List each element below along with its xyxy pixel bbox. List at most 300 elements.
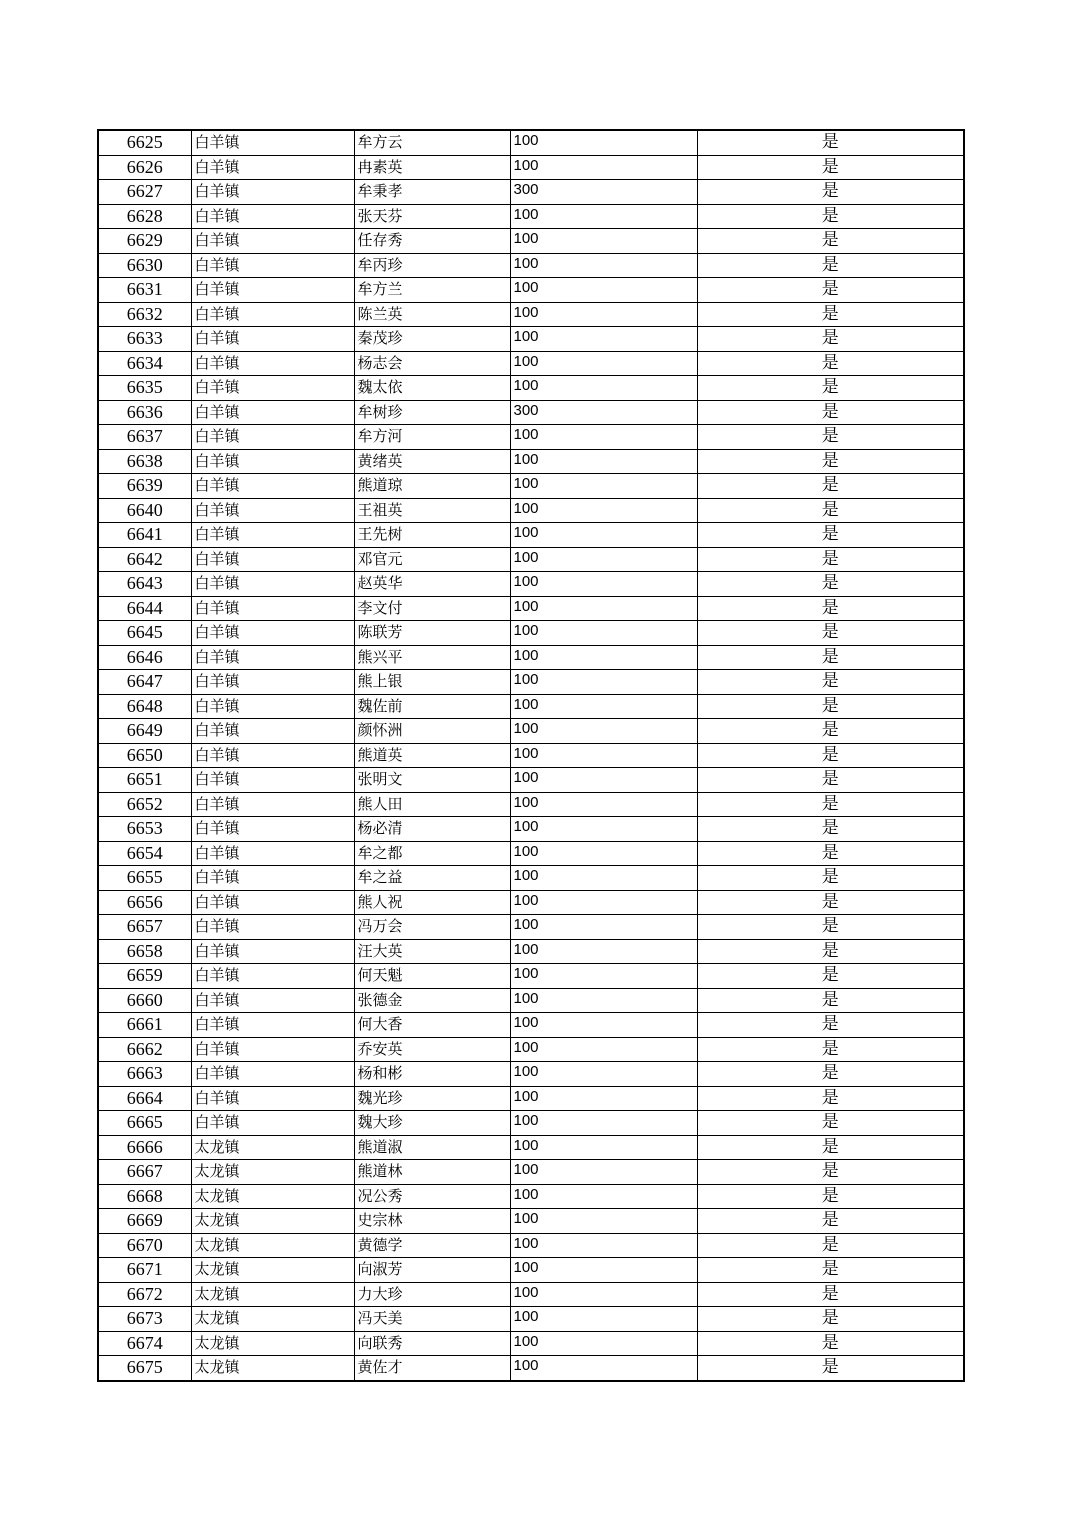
status-cell: 是 — [697, 302, 964, 327]
amount-cell: 100 — [510, 964, 697, 989]
town-cell: 白羊镇 — [191, 964, 354, 989]
town-cell: 白羊镇 — [191, 327, 354, 352]
town-cell: 白羊镇 — [191, 425, 354, 450]
status-cell: 是 — [697, 792, 964, 817]
row-number-cell: 6627 — [98, 180, 191, 205]
row-number-cell: 6638 — [98, 449, 191, 474]
status-cell: 是 — [697, 1209, 964, 1234]
amount-cell: 100 — [510, 1086, 697, 1111]
town-cell: 白羊镇 — [191, 1062, 354, 1087]
row-number-cell: 6635 — [98, 376, 191, 401]
table-row — [98, 302, 964, 327]
row-number-cell: 6658 — [98, 939, 191, 964]
table-row — [98, 400, 964, 425]
row-number-cell: 6672 — [98, 1282, 191, 1307]
amount-cell: 100 — [510, 1062, 697, 1087]
town-cell: 白羊镇 — [191, 768, 354, 793]
table-row — [98, 351, 964, 376]
status-cell: 是 — [697, 1062, 964, 1087]
town-cell: 太龙镇 — [191, 1258, 354, 1283]
amount-cell: 100 — [510, 768, 697, 793]
person-name-cell: 黄德学 — [354, 1233, 510, 1258]
status-cell: 是 — [697, 180, 964, 205]
person-name-cell: 熊道英 — [354, 743, 510, 768]
amount-cell: 100 — [510, 204, 697, 229]
town-cell: 白羊镇 — [191, 866, 354, 891]
status-cell: 是 — [697, 229, 964, 254]
amount-cell: 100 — [510, 866, 697, 891]
table-row — [98, 743, 964, 768]
row-number-cell: 6637 — [98, 425, 191, 450]
table-row — [98, 670, 964, 695]
table-row — [98, 719, 964, 744]
row-number-cell: 6645 — [98, 621, 191, 646]
row-number-cell: 6631 — [98, 278, 191, 303]
row-number-cell: 6656 — [98, 890, 191, 915]
table-row — [98, 1331, 964, 1356]
row-number-cell: 6653 — [98, 817, 191, 842]
status-cell: 是 — [697, 645, 964, 670]
row-number-cell: 6662 — [98, 1037, 191, 1062]
row-number-cell: 6665 — [98, 1111, 191, 1136]
person-name-cell: 张德金 — [354, 988, 510, 1013]
table-row — [98, 425, 964, 450]
person-name-cell: 牟之益 — [354, 866, 510, 891]
row-number-cell: 6634 — [98, 351, 191, 376]
town-cell: 白羊镇 — [191, 1086, 354, 1111]
town-cell: 白羊镇 — [191, 890, 354, 915]
amount-cell: 100 — [510, 449, 697, 474]
table-row — [98, 327, 964, 352]
status-cell: 是 — [697, 743, 964, 768]
status-cell: 是 — [697, 670, 964, 695]
row-number-cell: 6671 — [98, 1258, 191, 1283]
town-cell: 白羊镇 — [191, 180, 354, 205]
person-name-cell: 赵英华 — [354, 572, 510, 597]
status-cell: 是 — [697, 498, 964, 523]
data-table — [97, 129, 965, 1382]
amount-cell: 100 — [510, 376, 697, 401]
status-cell: 是 — [697, 278, 964, 303]
town-cell: 白羊镇 — [191, 474, 354, 499]
town-cell: 白羊镇 — [191, 645, 354, 670]
table-row — [98, 1356, 964, 1381]
row-number-cell: 6636 — [98, 400, 191, 425]
table-row — [98, 253, 964, 278]
person-name-cell: 张明文 — [354, 768, 510, 793]
town-cell: 白羊镇 — [191, 155, 354, 180]
person-name-cell: 牟丙珍 — [354, 253, 510, 278]
amount-cell: 100 — [510, 498, 697, 523]
person-name-cell: 冉素英 — [354, 155, 510, 180]
table-row — [98, 964, 964, 989]
town-cell: 白羊镇 — [191, 229, 354, 254]
status-cell: 是 — [697, 964, 964, 989]
status-cell: 是 — [697, 1258, 964, 1283]
amount-cell: 100 — [510, 253, 697, 278]
town-cell: 太龙镇 — [191, 1282, 354, 1307]
row-number-cell: 6651 — [98, 768, 191, 793]
town-cell: 白羊镇 — [191, 694, 354, 719]
status-cell: 是 — [697, 1331, 964, 1356]
amount-cell: 100 — [510, 1160, 697, 1185]
amount-cell: 100 — [510, 155, 697, 180]
person-name-cell: 李文付 — [354, 596, 510, 621]
town-cell: 白羊镇 — [191, 130, 354, 155]
status-cell: 是 — [697, 939, 964, 964]
amount-cell: 100 — [510, 694, 697, 719]
status-cell: 是 — [697, 890, 964, 915]
row-number-cell: 6675 — [98, 1356, 191, 1381]
amount-cell: 100 — [510, 278, 697, 303]
status-cell: 是 — [697, 351, 964, 376]
row-number-cell: 6663 — [98, 1062, 191, 1087]
row-number-cell: 6632 — [98, 302, 191, 327]
status-cell: 是 — [697, 1160, 964, 1185]
table-row — [98, 1282, 964, 1307]
amount-cell: 100 — [510, 890, 697, 915]
town-cell: 太龙镇 — [191, 1135, 354, 1160]
table-row — [98, 498, 964, 523]
person-name-cell: 牟树珍 — [354, 400, 510, 425]
row-number-cell: 6639 — [98, 474, 191, 499]
table-row — [98, 1233, 964, 1258]
table-row — [98, 596, 964, 621]
status-cell: 是 — [697, 474, 964, 499]
person-name-cell: 牟秉孝 — [354, 180, 510, 205]
table-row — [98, 1037, 964, 1062]
person-name-cell: 陈兰英 — [354, 302, 510, 327]
amount-cell: 100 — [510, 1233, 697, 1258]
status-cell: 是 — [697, 1013, 964, 1038]
amount-cell: 100 — [510, 1135, 697, 1160]
person-name-cell: 向联秀 — [354, 1331, 510, 1356]
table-row — [98, 792, 964, 817]
amount-cell: 100 — [510, 743, 697, 768]
amount-cell: 300 — [510, 400, 697, 425]
town-cell: 白羊镇 — [191, 1037, 354, 1062]
status-cell: 是 — [697, 253, 964, 278]
amount-cell: 100 — [510, 523, 697, 548]
amount-cell: 100 — [510, 425, 697, 450]
table-row — [98, 1013, 964, 1038]
status-cell: 是 — [697, 1111, 964, 1136]
table-row — [98, 768, 964, 793]
town-cell: 白羊镇 — [191, 400, 354, 425]
person-name-cell: 汪大英 — [354, 939, 510, 964]
row-number-cell: 6673 — [98, 1307, 191, 1332]
person-name-cell: 何大香 — [354, 1013, 510, 1038]
town-cell: 白羊镇 — [191, 670, 354, 695]
row-number-cell: 6643 — [98, 572, 191, 597]
town-cell: 太龙镇 — [191, 1307, 354, 1332]
person-name-cell: 史宗林 — [354, 1209, 510, 1234]
person-name-cell: 力大珍 — [354, 1282, 510, 1307]
town-cell: 白羊镇 — [191, 204, 354, 229]
row-number-cell: 6670 — [98, 1233, 191, 1258]
amount-cell: 100 — [510, 939, 697, 964]
amount-cell: 100 — [510, 302, 697, 327]
status-cell: 是 — [697, 130, 964, 155]
status-cell: 是 — [697, 596, 964, 621]
table-row — [98, 890, 964, 915]
row-number-cell: 6652 — [98, 792, 191, 817]
amount-cell: 100 — [510, 1307, 697, 1332]
amount-cell: 100 — [510, 719, 697, 744]
person-name-cell: 颜怀洲 — [354, 719, 510, 744]
table-row — [98, 449, 964, 474]
table-row — [98, 1209, 964, 1234]
table-row — [98, 915, 964, 940]
status-cell: 是 — [697, 1037, 964, 1062]
status-cell: 是 — [697, 866, 964, 891]
person-name-cell: 黄佐才 — [354, 1356, 510, 1381]
person-name-cell: 陈联芳 — [354, 621, 510, 646]
table-row — [98, 841, 964, 866]
status-cell: 是 — [697, 988, 964, 1013]
person-name-cell: 熊道琼 — [354, 474, 510, 499]
person-name-cell: 牟之都 — [354, 841, 510, 866]
town-cell: 太龙镇 — [191, 1233, 354, 1258]
table-row — [98, 376, 964, 401]
table-row — [98, 547, 964, 572]
status-cell: 是 — [697, 449, 964, 474]
row-number-cell: 6644 — [98, 596, 191, 621]
table-row — [98, 939, 964, 964]
town-cell: 太龙镇 — [191, 1209, 354, 1234]
person-name-cell: 牟方兰 — [354, 278, 510, 303]
town-cell: 白羊镇 — [191, 1111, 354, 1136]
town-cell: 太龙镇 — [191, 1160, 354, 1185]
amount-cell: 100 — [510, 327, 697, 352]
amount-cell: 100 — [510, 1331, 697, 1356]
amount-cell: 100 — [510, 645, 697, 670]
town-cell: 白羊镇 — [191, 817, 354, 842]
row-number-cell: 6628 — [98, 204, 191, 229]
town-cell: 白羊镇 — [191, 621, 354, 646]
row-number-cell: 6654 — [98, 841, 191, 866]
amount-cell: 100 — [510, 1037, 697, 1062]
row-number-cell: 6642 — [98, 547, 191, 572]
table-row — [98, 621, 964, 646]
person-name-cell: 向淑芳 — [354, 1258, 510, 1283]
status-cell: 是 — [697, 327, 964, 352]
status-cell: 是 — [697, 155, 964, 180]
status-cell: 是 — [697, 1356, 964, 1381]
amount-cell: 100 — [510, 572, 697, 597]
town-cell: 白羊镇 — [191, 498, 354, 523]
table-row — [98, 130, 964, 155]
status-cell: 是 — [697, 1282, 964, 1307]
person-name-cell: 冯天美 — [354, 1307, 510, 1332]
row-number-cell: 6648 — [98, 694, 191, 719]
town-cell: 白羊镇 — [191, 547, 354, 572]
row-number-cell: 6667 — [98, 1160, 191, 1185]
person-name-cell: 何天魁 — [354, 964, 510, 989]
amount-cell: 100 — [510, 1184, 697, 1209]
person-name-cell: 王先树 — [354, 523, 510, 548]
town-cell: 白羊镇 — [191, 939, 354, 964]
row-number-cell: 6647 — [98, 670, 191, 695]
town-cell: 白羊镇 — [191, 278, 354, 303]
table-row — [98, 180, 964, 205]
table-row — [98, 1135, 964, 1160]
town-cell: 白羊镇 — [191, 302, 354, 327]
table-row — [98, 694, 964, 719]
person-name-cell: 杨和彬 — [354, 1062, 510, 1087]
table-row — [98, 229, 964, 254]
person-name-cell: 熊人田 — [354, 792, 510, 817]
amount-cell: 100 — [510, 915, 697, 940]
row-number-cell: 6669 — [98, 1209, 191, 1234]
row-number-cell: 6668 — [98, 1184, 191, 1209]
status-cell: 是 — [697, 841, 964, 866]
row-number-cell: 6666 — [98, 1135, 191, 1160]
row-number-cell: 6674 — [98, 1331, 191, 1356]
row-number-cell: 6641 — [98, 523, 191, 548]
row-number-cell: 6646 — [98, 645, 191, 670]
amount-cell: 100 — [510, 1111, 697, 1136]
status-cell: 是 — [697, 1135, 964, 1160]
town-cell: 白羊镇 — [191, 988, 354, 1013]
amount-cell: 100 — [510, 621, 697, 646]
status-cell: 是 — [697, 523, 964, 548]
row-number-cell: 6655 — [98, 866, 191, 891]
person-name-cell: 杨必清 — [354, 817, 510, 842]
status-cell: 是 — [697, 572, 964, 597]
table-body — [98, 130, 964, 1381]
person-name-cell: 任存秀 — [354, 229, 510, 254]
amount-cell: 100 — [510, 841, 697, 866]
row-number-cell: 6633 — [98, 327, 191, 352]
person-name-cell: 熊人祝 — [354, 890, 510, 915]
person-name-cell: 魏太依 — [354, 376, 510, 401]
town-cell: 白羊镇 — [191, 743, 354, 768]
status-cell: 是 — [697, 547, 964, 572]
town-cell: 白羊镇 — [191, 915, 354, 940]
person-name-cell: 杨志会 — [354, 351, 510, 376]
table-row — [98, 474, 964, 499]
town-cell: 太龙镇 — [191, 1184, 354, 1209]
status-cell: 是 — [697, 400, 964, 425]
person-name-cell: 熊道林 — [354, 1160, 510, 1185]
status-cell: 是 — [697, 1086, 964, 1111]
row-number-cell: 6650 — [98, 743, 191, 768]
table-row — [98, 1258, 964, 1283]
row-number-cell: 6629 — [98, 229, 191, 254]
row-number-cell: 6630 — [98, 253, 191, 278]
status-cell: 是 — [697, 719, 964, 744]
amount-cell: 100 — [510, 1258, 697, 1283]
amount-cell: 100 — [510, 474, 697, 499]
table-row — [98, 523, 964, 548]
town-cell: 白羊镇 — [191, 376, 354, 401]
town-cell: 白羊镇 — [191, 792, 354, 817]
table-row — [98, 817, 964, 842]
status-cell: 是 — [697, 376, 964, 401]
row-number-cell: 6640 — [98, 498, 191, 523]
row-number-cell: 6626 — [98, 155, 191, 180]
amount-cell: 100 — [510, 792, 697, 817]
amount-cell: 100 — [510, 817, 697, 842]
town-cell: 白羊镇 — [191, 719, 354, 744]
town-cell: 白羊镇 — [191, 596, 354, 621]
amount-cell: 100 — [510, 1013, 697, 1038]
table-row — [98, 1160, 964, 1185]
town-cell: 太龙镇 — [191, 1356, 354, 1381]
status-cell: 是 — [697, 1184, 964, 1209]
person-name-cell: 魏佐前 — [354, 694, 510, 719]
amount-cell: 100 — [510, 1356, 697, 1381]
table-row — [98, 645, 964, 670]
amount-cell: 100 — [510, 130, 697, 155]
table-row — [98, 278, 964, 303]
town-cell: 太龙镇 — [191, 1331, 354, 1356]
person-name-cell: 牟方云 — [354, 130, 510, 155]
amount-cell: 100 — [510, 229, 697, 254]
status-cell: 是 — [697, 204, 964, 229]
town-cell: 白羊镇 — [191, 253, 354, 278]
town-cell: 白羊镇 — [191, 841, 354, 866]
row-number-cell: 6659 — [98, 964, 191, 989]
status-cell: 是 — [697, 621, 964, 646]
row-number-cell: 6664 — [98, 1086, 191, 1111]
status-cell: 是 — [697, 1233, 964, 1258]
town-cell: 白羊镇 — [191, 449, 354, 474]
status-cell: 是 — [697, 817, 964, 842]
town-cell: 白羊镇 — [191, 1013, 354, 1038]
person-name-cell: 牟方河 — [354, 425, 510, 450]
amount-cell: 100 — [510, 351, 697, 376]
table-row — [98, 1062, 964, 1087]
row-number-cell: 6649 — [98, 719, 191, 744]
row-number-cell: 6660 — [98, 988, 191, 1013]
table-row — [98, 572, 964, 597]
status-cell: 是 — [697, 768, 964, 793]
town-cell: 白羊镇 — [191, 351, 354, 376]
amount-cell: 100 — [510, 596, 697, 621]
amount-cell: 100 — [510, 988, 697, 1013]
person-name-cell: 况公秀 — [354, 1184, 510, 1209]
row-number-cell: 6661 — [98, 1013, 191, 1038]
table-row — [98, 866, 964, 891]
amount-cell: 100 — [510, 547, 697, 572]
person-name-cell: 乔安英 — [354, 1037, 510, 1062]
person-name-cell: 秦茂珍 — [354, 327, 510, 352]
table-row — [98, 988, 964, 1013]
person-name-cell: 熊上银 — [354, 670, 510, 695]
person-name-cell: 黄绪英 — [354, 449, 510, 474]
status-cell: 是 — [697, 1307, 964, 1332]
amount-cell: 100 — [510, 1209, 697, 1234]
table-row — [98, 1307, 964, 1332]
amount-cell: 100 — [510, 1282, 697, 1307]
person-name-cell: 熊道淑 — [354, 1135, 510, 1160]
person-name-cell: 熊兴平 — [354, 645, 510, 670]
person-name-cell: 魏光珍 — [354, 1086, 510, 1111]
status-cell: 是 — [697, 694, 964, 719]
table-row — [98, 1086, 964, 1111]
table-row — [98, 1111, 964, 1136]
status-cell: 是 — [697, 425, 964, 450]
row-number-cell: 6625 — [98, 130, 191, 155]
person-name-cell: 张天芬 — [354, 204, 510, 229]
table-row — [98, 1184, 964, 1209]
person-name-cell: 魏大珍 — [354, 1111, 510, 1136]
person-name-cell: 王祖英 — [354, 498, 510, 523]
amount-cell: 300 — [510, 180, 697, 205]
person-name-cell: 邓官元 — [354, 547, 510, 572]
